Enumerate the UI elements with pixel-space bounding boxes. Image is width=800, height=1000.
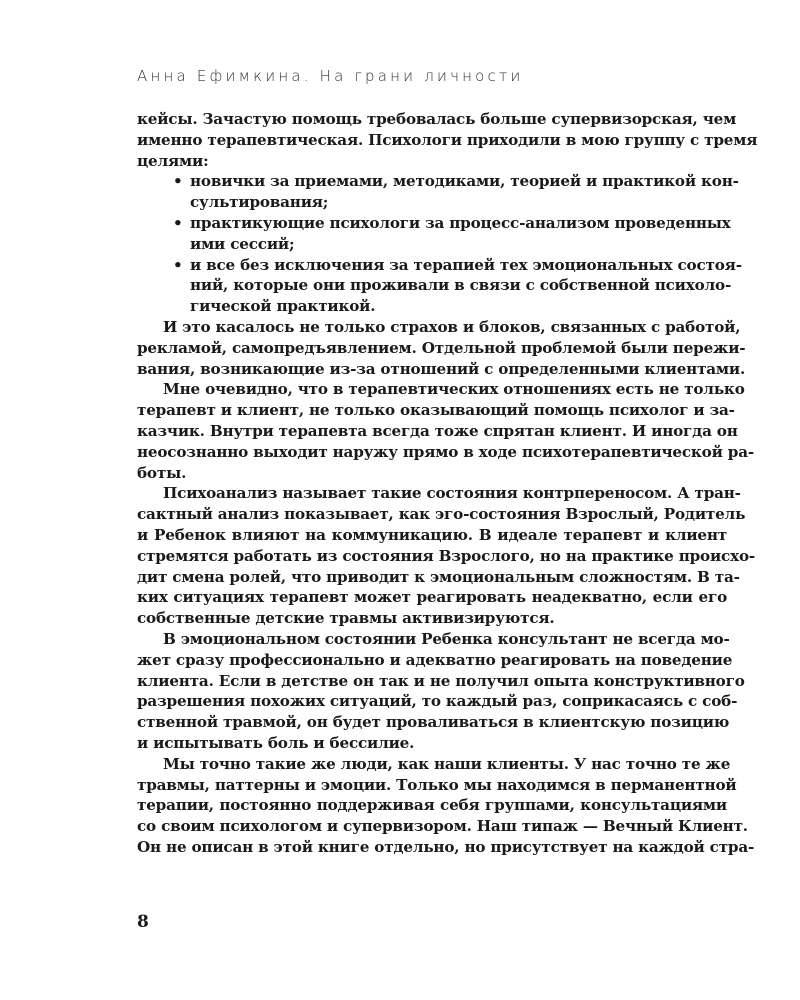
text-line: Мы точно такие же люди, как наши клиенты. У нас точно те же: [163, 754, 731, 773]
line: [137, 234, 727, 255]
bullet-icon: •: [173, 255, 183, 274]
text-line: новички за приемами, методиками, теорией и практикой кон-: [190, 172, 739, 191]
text-line: Он не описан в этой книге отдельно, но присутствует на каждой стра-: [137, 837, 755, 856]
text-line: травмы, паттерны и эмоции. Только мы находимся в перманентной: [137, 775, 737, 794]
paragraph: [137, 379, 754, 483]
text-line: и испытывать боль и бессилие.: [137, 733, 415, 752]
text-line: со своим психологом и супервизором. Наш типаж — Вечный Клиент.: [137, 817, 748, 836]
line: [137, 546, 755, 567]
text-line: ими сессий;: [190, 234, 295, 253]
line: [137, 483, 741, 504]
line: [137, 608, 727, 629]
text-line: дит смена ролей, что приводит к эмоциональным сложностям. В та-: [137, 567, 740, 586]
line: [137, 733, 727, 754]
line: [137, 130, 758, 151]
page-number: 8: [137, 912, 149, 932]
line: [137, 359, 746, 380]
bullet-icon: •: [173, 213, 183, 232]
text-line: кейсы. Зачастую помощь требовалась больше супервизорская, чем: [137, 110, 737, 128]
text-line: сактный анализ показывает, как эго-состояния Взрослый, Родитель: [137, 505, 746, 524]
line: [137, 754, 731, 775]
text-line: ний, которые они проживали в связи с собственной психоло-: [190, 276, 732, 295]
paragraph: [137, 629, 745, 754]
running-header: Анна Ефимкина. На грани личности: [137, 67, 524, 85]
bullet-item: [137, 171, 739, 213]
bullet-item: [137, 255, 742, 317]
paragraph: [137, 483, 755, 629]
text-line: целями:: [137, 151, 209, 170]
line: [137, 400, 735, 421]
text-line: терапевт и клиент, не только оказывающий помощь психолог и за-: [137, 401, 735, 420]
text-line: ких ситуациях терапевт может реагировать неадекватно, если его: [137, 588, 727, 607]
line: [137, 317, 741, 338]
text-line: рекламой, самопредъявлением. Отдельной проблемой были пережи-: [137, 338, 746, 357]
line: [137, 255, 742, 276]
line: [137, 795, 727, 816]
text-line: практикующие психологи за процесс-анализом проведенных: [190, 213, 731, 232]
line: [137, 775, 737, 796]
line: [137, 192, 727, 213]
text-line: неосознанно выходит наружу прямо в ходе психотерапевтической ра-: [137, 442, 754, 461]
page-body: [137, 109, 758, 858]
line: [137, 629, 730, 650]
line: [137, 296, 727, 317]
text-line: клиента. Если в детстве он так и не получил опыта конструктивного: [137, 671, 745, 690]
line: [137, 151, 727, 172]
text-line: именно терапевтическая. Психологи приходили в мою группу с тремя: [137, 130, 758, 149]
text-line: разрешения похожих ситуаций, то каждый раз, соприкасаясь с соб-: [137, 692, 738, 711]
line: [137, 712, 730, 733]
text-line: стремятся работать из состояния Взрослого, но на практике происхо-: [137, 546, 755, 565]
text-line: ственной травмой, он будет проваливаться в клиентскую позицию: [137, 713, 730, 732]
line: [137, 171, 739, 192]
text-line: вания, возникающие из-за отношений с определенными клиентами.: [137, 359, 746, 378]
line: [137, 525, 727, 546]
line: [137, 442, 754, 463]
line: [137, 816, 748, 837]
bullet-icon: •: [173, 172, 183, 191]
line: [137, 463, 727, 484]
line: [137, 691, 738, 712]
paragraph: [137, 109, 758, 171]
paragraph: [137, 317, 746, 379]
line: [137, 109, 737, 130]
text-line: казчик. Внутри терапевта всегда тоже спрятан клиент. И иногда он: [137, 421, 738, 440]
line: [137, 213, 731, 234]
paragraph: [137, 754, 755, 858]
line: [137, 379, 745, 400]
line: [137, 837, 755, 858]
text-line: собственные детские травмы активизируются.: [137, 609, 555, 628]
line: [137, 587, 727, 608]
line: [137, 338, 746, 359]
bullet-item: [137, 213, 731, 255]
text-line: сультирования;: [190, 193, 329, 212]
line: [137, 275, 732, 296]
line: [137, 650, 733, 671]
line: [137, 567, 740, 588]
line: [137, 671, 745, 692]
text-line: жет сразу профессионально и адекватно реагировать на поведение: [137, 650, 733, 669]
line: [137, 421, 738, 442]
text-line: гической практикой.: [190, 297, 376, 316]
text-line: и Ребенок влияют на коммуникацию. В идеале терапевт и клиент: [137, 525, 727, 544]
text-line: И это касалось не только страхов и блоков, связанных с работой,: [163, 317, 741, 336]
text-line: боты.: [137, 463, 187, 482]
text-line: и все без исключения за терапией тех эмоциональных состоя-: [190, 255, 742, 274]
text-line: терапии, постоянно поддерживая себя группами, консультациями: [137, 796, 727, 815]
text-line: В эмоциональном состоянии Ребенка консультант не всегда мо-: [163, 629, 730, 648]
line: [137, 504, 746, 525]
text-line: Психоанализ называет такие состояния контрпереносом. А тран-: [163, 484, 741, 503]
text-line: Мне очевидно, что в терапевтических отношениях есть не только: [163, 380, 745, 399]
